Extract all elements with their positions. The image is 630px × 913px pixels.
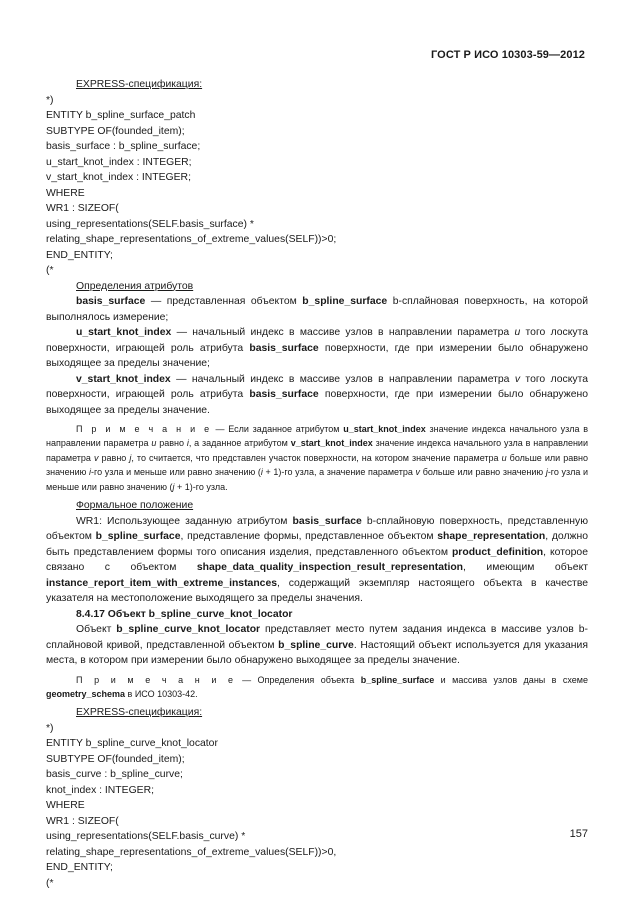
- code-line: u_start_knot_index : INTEGER;: [46, 156, 192, 168]
- section-description: Объект b_spline_curve_knot_locator представляет место путем задания индекса в массиве узлов b-сплайновой кривой, представленной объектом b_spline_curve. Настоящий объект используется для указания места, в котором при измерении было обнаружено выходящее за пределы значение.: [46, 624, 588, 667]
- express-spec-label-2: EXPRESS-спецификация:: [76, 707, 203, 719]
- attr-u-start-knot-index: u_start_knot_index — начальный индекс в массиве узлов в направлении параметра u того лоскута поверхности, играющей роль атрибута basis_surface поверхности, где при измерении было обнаружено выходящее за пределы значение;: [46, 327, 589, 369]
- code-line: knot_index : INTEGER;: [46, 784, 154, 796]
- express-spec-label: EXPRESS-спецификация:: [76, 79, 203, 90]
- formal-heading: Формальное положение: [76, 500, 194, 512]
- express-code-block: [46, 93, 588, 279]
- document-code-header: ГОСТ Р ИСО 10303-59—2012: [430, 49, 585, 61]
- formal-rule-wr1: WR1: Использующее заданную атрибутом basis_surface b-сплайновую поверхность, представленную объектом b_spline_surface, представление формы, представленное объектом shape_representation, должно быть представлением формы того описания изделия, представленного объектом product_definition, которое связано с объектом shape_data_quality_inspection_result_representation, имеющим объект instance_report_item_with_extreme_instances, содержащий экземпляр настоящего объекта в качестве указателя на местоположение выходящего за пределы значения.: [46, 515, 588, 605]
- code-line: *): [46, 722, 54, 734]
- page-number: 157: [569, 828, 588, 840]
- express-code-block-2: [46, 721, 588, 892]
- code-line: SUBTYPE OF(founded_item);: [46, 125, 185, 137]
- code-line: relating_shape_representations_of_extreme_values(SELF))>0;: [46, 234, 337, 245]
- code-line: using_representations(SELF.basis_curve) *: [46, 831, 246, 843]
- code-line: relating_shape_representations_of_extreme_values(SELF))>0,: [46, 846, 337, 858]
- attributes-heading: Определения атрибутов: [76, 280, 194, 292]
- attr-v-start-knot-index: v_start_knot_index — начальный индекс в массиве узлов в направлении параметра v того лоскута поверхности, играющей роль атрибута basis_surface поверхности, где при измерении было обнаружено выходящее за пределы значение.: [46, 373, 589, 416]
- section-heading: 8.4.17 Объект b_spline_curve_knot_locator: [76, 608, 293, 620]
- code-line: END_ENTITY;: [46, 862, 113, 874]
- code-line: v_start_knot_index : INTEGER;: [46, 172, 191, 183]
- code-line: WHERE: [46, 800, 85, 812]
- code-line: (*: [46, 265, 54, 276]
- code-line: (*: [46, 877, 54, 889]
- code-line: basis_surface : b_spline_surface;: [46, 141, 201, 152]
- code-line: basis_curve : b_spline_curve;: [46, 769, 183, 781]
- code-line: WHERE: [46, 187, 85, 199]
- code-line: WR1 : SIZEOF(: [46, 815, 119, 827]
- attr-basis-surface: basis_surface — представленная объектом b_spline_surface b-сплайновая поверхность, на которой выполнялось измерение;: [46, 296, 589, 323]
- note-knot-index: П р и м е ч а н и е — Если заданное атрибутом u_start_knot_index значение индекса начального узла в направлении параметра u равно i, а заданное атрибутом v_start_knot_index значение индекса начального узла в направлении параметра v равно j, то считается, что представлен участок поверхности, на котором значение параметра u больше или равно значению i-го узла и меньше или равно значению (i + 1)-го узла, а значение параметра v больше или равно значению j-го узла и меньше или равно значению (j + 1)-го узла.: [46, 424, 589, 492]
- code-line: ENTITY b_spline_surface_patch: [46, 110, 196, 121]
- page-content: [46, 77, 588, 891]
- note-geometry-schema: П р и м е ч а н и е — Определения объекта b_spline_surface и массива узлов даны в схеме geometry_schema в ИСО 10303-42.: [46, 674, 588, 699]
- code-line: *): [46, 94, 54, 106]
- code-line: ENTITY b_spline_curve_knot_locator: [46, 738, 218, 750]
- code-line: END_ENTITY;: [46, 249, 113, 261]
- code-line: WR1 : SIZEOF(: [46, 203, 119, 214]
- code-line: SUBTYPE OF(founded_item);: [46, 753, 185, 765]
- code-line: using_representations(SELF.basis_surface) *: [46, 218, 254, 230]
